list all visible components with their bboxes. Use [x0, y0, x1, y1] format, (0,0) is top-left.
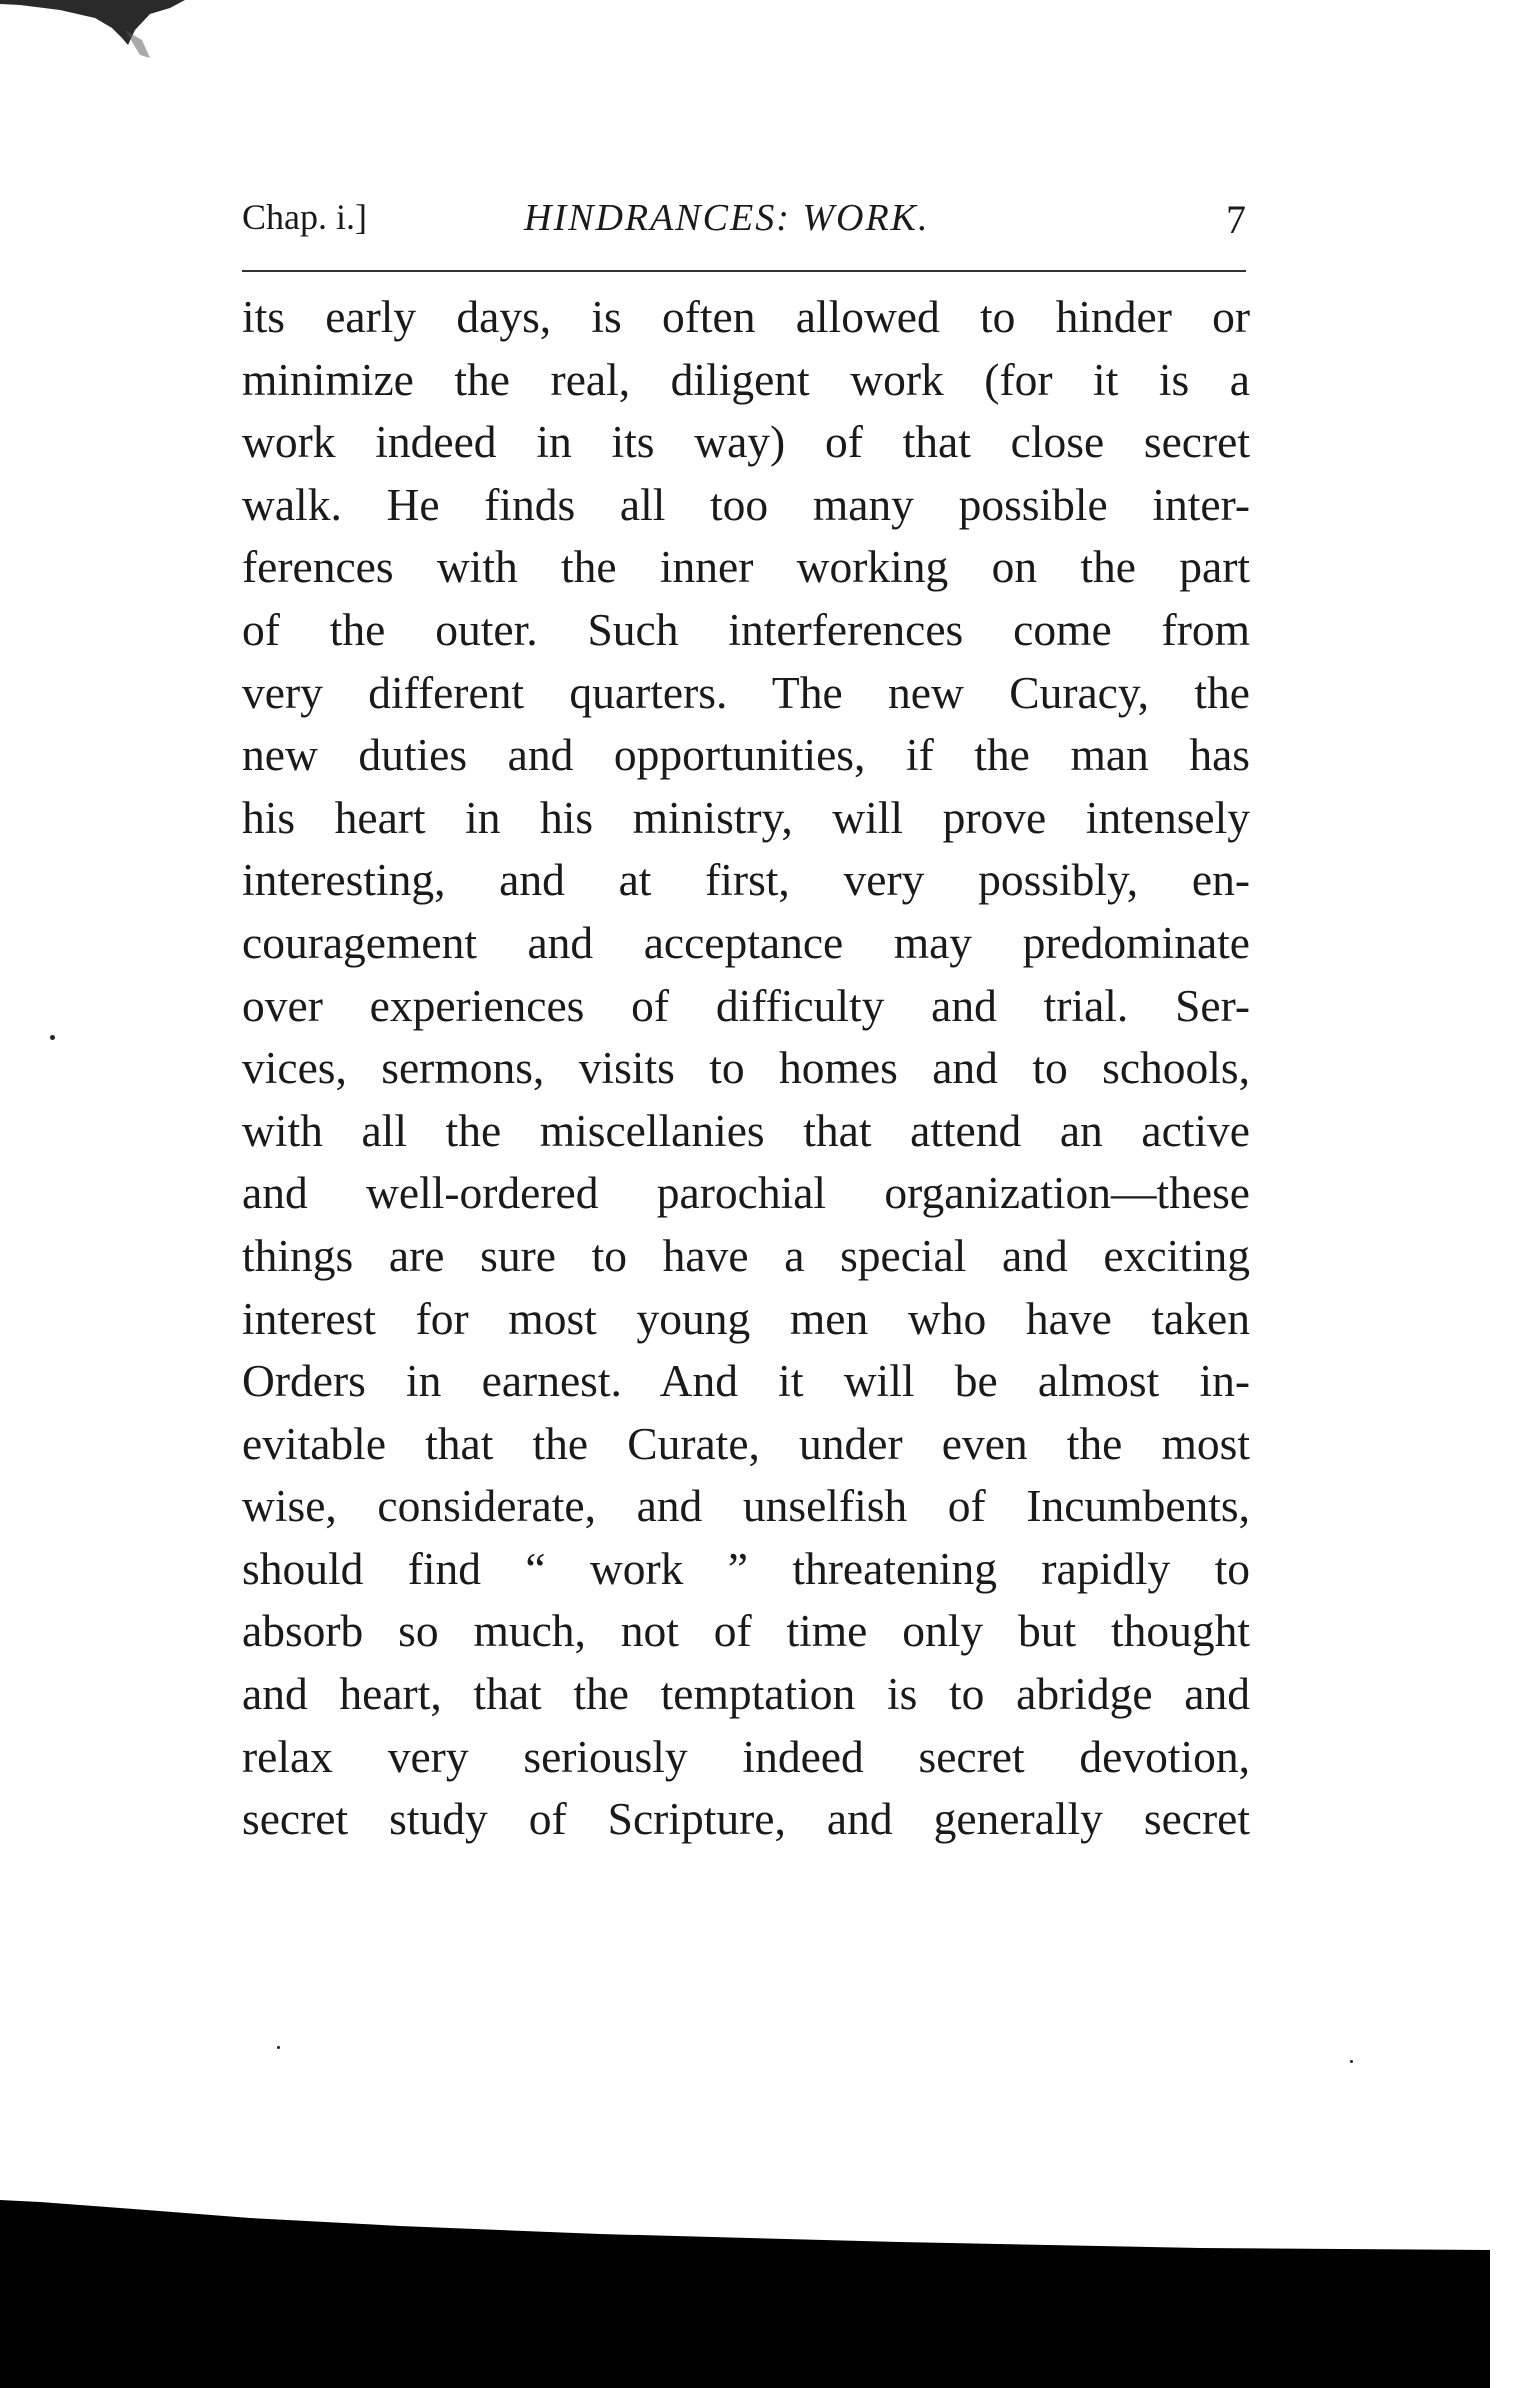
text-line: his heart in his ministry, will prove intensely	[242, 791, 1250, 843]
chapter-label: Chap. i.]	[242, 197, 367, 237]
text-line: with all the miscellanies that attend an active	[242, 1104, 1250, 1156]
text-line: its early days, is often allowed to hinder or	[242, 291, 1250, 342]
scan-speck	[1350, 2060, 1353, 2063]
body-text	[242, 286, 1250, 1851]
text-line: vices, sermons, visits to homes and to schools,	[242, 1042, 1250, 1094]
scan-speck	[50, 1035, 55, 1040]
running-title: HINDRANCES: WORK.	[524, 197, 930, 239]
text-line: wise, considerate, and unselfish of Incumbents,	[242, 1480, 1250, 1532]
text-line: interest for most young men who have taken	[242, 1292, 1250, 1344]
text-line: couragement and acceptance may predominate	[242, 916, 1250, 968]
text-line: minimize the real, diligent work (for it is a	[242, 353, 1250, 405]
text-line: of the outer. Such interferences come from	[242, 603, 1250, 655]
text-line: work indeed in its way) of that close secret	[242, 416, 1250, 468]
text-line: over experiences of difficulty and trial. Ser-	[242, 979, 1250, 1031]
text-line: new duties and opportunities, if the man has	[242, 729, 1250, 781]
text-line: and heart, that the temptation is to abridge and	[242, 1668, 1250, 1720]
running-header	[242, 196, 1252, 256]
text-line: should find “ work ” threatening rapidly to	[242, 1542, 1250, 1594]
text-line: things are sure to have a special and exciting	[242, 1229, 1250, 1281]
text-line: secret study of Scripture, and generally secret	[242, 1793, 1250, 1845]
header-rule	[242, 270, 1246, 272]
scan-artifact-bottom	[0, 2200, 1490, 2388]
text-line: ferences with the inner working on the part	[242, 541, 1250, 593]
text-line: absorb so much, not of time only but thought	[242, 1605, 1250, 1657]
page-number: 7	[1226, 197, 1246, 242]
text-line: evitable that the Curate, under even the most	[242, 1417, 1250, 1469]
text-line: and well-ordered parochial organization—these	[242, 1167, 1250, 1219]
text-line: interesting, and at first, very possibly, en-	[242, 854, 1250, 906]
text-line: walk. He finds all too many possible inter-	[242, 478, 1250, 530]
text-line: Orders in earnest. And it will be almost in-	[242, 1355, 1250, 1407]
text-line: very different quarters. The new Curacy, the	[242, 666, 1250, 718]
scan-artifact-top	[0, 0, 190, 60]
scan-speck	[277, 2046, 280, 2049]
text-line: relax very seriously indeed secret devotion,	[242, 1730, 1250, 1782]
